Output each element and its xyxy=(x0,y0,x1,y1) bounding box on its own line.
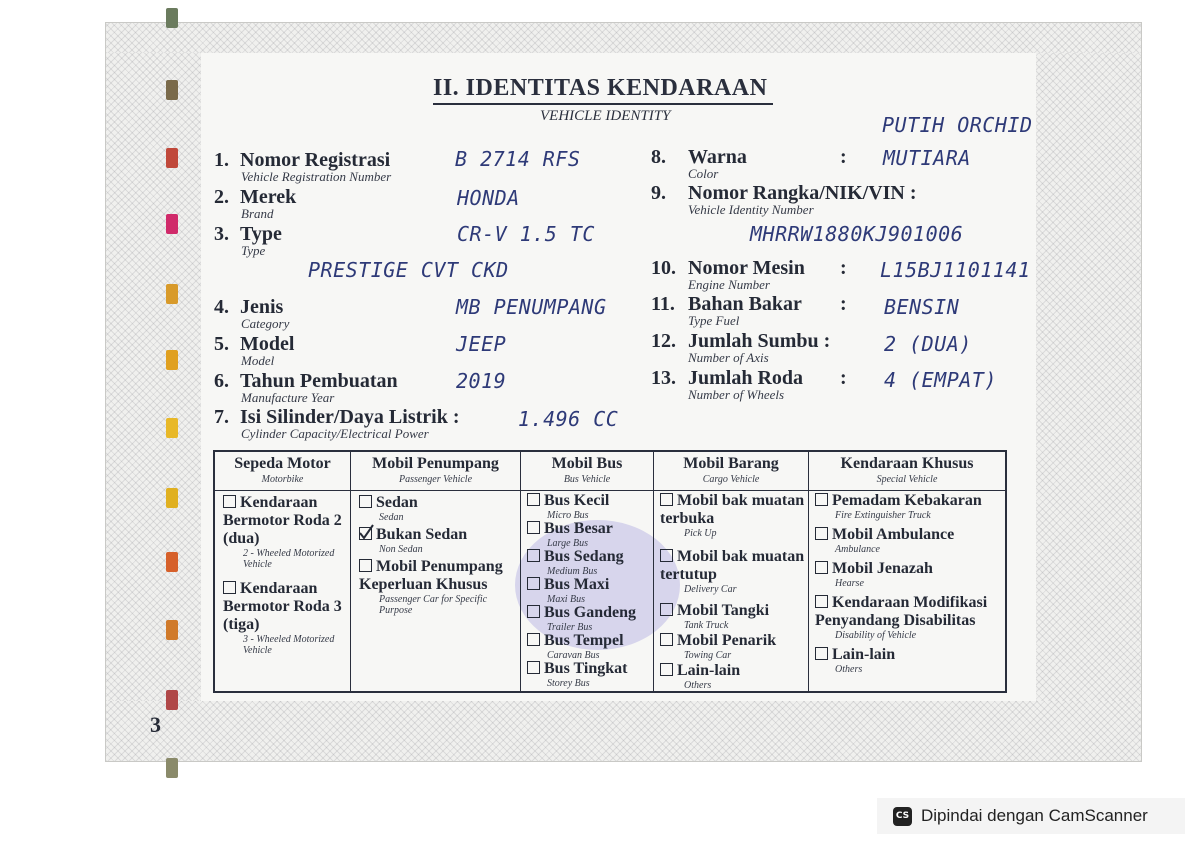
checkbox[interactable] xyxy=(815,561,828,574)
option-sub: Passenger Car for Specific Purpose xyxy=(379,594,488,616)
category-sepeda-motor xyxy=(215,452,350,691)
category-kendaraan-khusus xyxy=(808,452,1005,691)
option-lain-lain-barang[interactable] xyxy=(660,662,807,691)
option-sub: Delivery Car xyxy=(684,584,737,595)
checkbox[interactable] xyxy=(527,661,540,674)
option-label: Kendaraan Bermotor Roda 3 (tiga) xyxy=(223,580,342,633)
field-12-label: Jumlah Sumbu : xyxy=(688,330,831,352)
option-sub: 3 - Wheeled Motorized Vehicle xyxy=(243,634,335,656)
category-mobil-bus xyxy=(520,452,653,691)
option-sub: 2 - Wheeled Motorized Vehicle xyxy=(243,548,335,570)
security-border-right xyxy=(1036,53,1141,701)
checkbox[interactable] xyxy=(660,493,673,506)
checkbox[interactable] xyxy=(527,577,540,590)
checkbox[interactable] xyxy=(223,581,236,594)
option-mobil-tangki[interactable] xyxy=(660,602,807,631)
option-label: Mobil Penarik xyxy=(677,632,777,649)
field-3-en: Type xyxy=(241,243,266,258)
field-11-colon: : xyxy=(840,293,847,315)
page-number: 3 xyxy=(150,712,161,737)
option-label: Bus Tempel xyxy=(544,632,624,649)
camscanner-watermark xyxy=(877,798,1185,834)
field-13-label: Jumlah Roda xyxy=(688,367,804,389)
field-5-value: JEEP xyxy=(456,332,507,356)
field-6-value: 2019 xyxy=(456,369,507,393)
option-label: Bus Gandeng xyxy=(544,604,637,621)
field-12-no: 12. xyxy=(651,330,676,352)
checkmark-icon xyxy=(358,524,374,540)
checkbox[interactable] xyxy=(527,549,540,562)
field-2-value: HONDA xyxy=(457,186,520,210)
field-10-value: L15BJ1101141 xyxy=(880,258,1031,282)
option-sub: Fire Extinguisher Truck xyxy=(835,510,931,521)
category-subtitle: Special Vehicle xyxy=(876,474,938,485)
option-label: Mobil Tangki xyxy=(677,602,770,619)
option-label: Pemadam Kebakaran xyxy=(832,492,982,509)
field-12-en: Number of Axis xyxy=(688,350,769,365)
option-sub: Maxi Bus xyxy=(547,594,586,605)
option-label: Bus Maxi xyxy=(544,576,610,593)
option-label: Mobil Jenazah xyxy=(832,560,933,577)
option-sub: Tank Truck xyxy=(684,620,729,631)
option-modifikasi-disabilitas[interactable] xyxy=(815,594,1005,641)
field-9-en: Vehicle Identity Number xyxy=(688,202,814,217)
field-7-en: Cylinder Capacity/Electrical Power xyxy=(241,426,429,441)
category-title: Mobil Barang xyxy=(683,455,779,472)
field-6-no: 6. xyxy=(214,370,229,392)
field-13-value: 4 (EMPAT) xyxy=(884,368,997,392)
binding-spine xyxy=(166,0,180,790)
security-border-top xyxy=(106,23,1141,53)
option-label: Sedan xyxy=(376,494,418,511)
option-label: Bus Kecil xyxy=(544,492,610,509)
option-label: Bukan Sedan xyxy=(376,526,468,543)
option-label: Mobil bak muatan terbuka xyxy=(660,492,805,527)
field-10-no: 10. xyxy=(651,257,676,279)
field-9-value: MHRRW1880KJ901006 xyxy=(750,222,964,246)
option-sub: Others xyxy=(835,664,863,675)
field-13-en: Number of Wheels xyxy=(688,387,785,402)
field-4-en: Category xyxy=(241,316,290,331)
field-7-no: 7. xyxy=(214,406,229,428)
field-1-no: 1. xyxy=(214,149,229,171)
option-mobil-jenazah[interactable] xyxy=(815,560,1005,589)
checkbox[interactable] xyxy=(527,493,540,506)
option-label: Kendaraan Modifikasi Penyandang Disabilitas xyxy=(815,594,988,629)
field-4-no: 4. xyxy=(214,296,229,318)
option-label: Kendaraan Bermotor Roda 2 (dua) xyxy=(223,494,342,547)
field-8-value: MUTIARA xyxy=(883,146,971,170)
option-sub: Caravan Bus xyxy=(547,650,600,661)
field-8-value-above: PUTIH ORCHID xyxy=(882,113,1033,137)
option-label: Lain-lain xyxy=(677,662,741,679)
checkbox[interactable] xyxy=(815,595,828,608)
option-bus-maxi[interactable] xyxy=(527,576,653,605)
checkbox[interactable] xyxy=(527,521,540,534)
field-10-label: Nomor Mesin xyxy=(688,257,805,279)
field-1-value: B 2714 RFS xyxy=(455,147,581,171)
option-sub: Ambulance xyxy=(835,544,880,555)
field-13-colon: : xyxy=(840,367,847,389)
category-title: Mobil Bus xyxy=(551,455,623,472)
option-sub: Sedan xyxy=(379,512,404,523)
category-mobil-barang xyxy=(653,452,808,691)
field-11-value: BENSIN xyxy=(884,295,960,319)
checkbox[interactable] xyxy=(815,527,828,540)
option-keperluan-khusus[interactable] xyxy=(359,558,519,616)
option-sub: Medium Bus xyxy=(547,566,598,577)
field-3-value: CR-V 1.5 TC xyxy=(457,222,595,246)
field-5-en: Model xyxy=(241,353,275,368)
option-lain-lain-khusus[interactable] xyxy=(815,646,1005,675)
field-1-en: Vehicle Registration Number xyxy=(241,169,392,184)
category-title: Sepeda Motor xyxy=(234,455,331,472)
field-11-en: Type Fuel xyxy=(688,313,740,328)
option-bus-tempel[interactable] xyxy=(527,632,653,661)
option-pemadam-kebakaran[interactable] xyxy=(815,492,1005,521)
field-2-no: 2. xyxy=(214,186,229,208)
field-11-label: Bahan Bakar xyxy=(688,293,802,315)
field-12-value: 2 (DUA) xyxy=(884,332,972,356)
camscanner-logo-icon: CS xyxy=(893,807,912,826)
option-sub: Pick Up xyxy=(684,528,717,539)
option-sub: Towing Car xyxy=(684,650,732,661)
field-13-no: 13. xyxy=(651,367,676,389)
field-3-label: Type xyxy=(240,223,282,245)
title-underline xyxy=(433,103,773,105)
option-label: Mobil Ambulance xyxy=(832,526,955,543)
field-5-no: 5. xyxy=(214,333,229,355)
category-subtitle: Motorbike xyxy=(261,474,304,485)
option-bukan-sedan[interactable] xyxy=(359,526,519,555)
option-bus-gandeng[interactable] xyxy=(527,604,653,633)
option-roda-2[interactable] xyxy=(223,494,348,570)
option-roda-3[interactable] xyxy=(223,580,348,656)
checkbox[interactable] xyxy=(815,493,828,506)
option-label: Mobil bak muatan tertutup xyxy=(660,548,805,583)
field-8-no: 8. xyxy=(651,146,666,168)
option-label: Bus Sedang xyxy=(544,548,624,565)
camscanner-text: Dipindai dengan CamScanner xyxy=(921,806,1148,825)
field-2-en: Brand xyxy=(241,206,274,221)
option-bus-besar[interactable] xyxy=(527,520,653,549)
checkbox[interactable] xyxy=(660,633,673,646)
checkbox[interactable] xyxy=(359,559,372,572)
field-7-value: 1.496 CC xyxy=(518,407,619,431)
field-6-label: Tahun Pembuatan xyxy=(240,370,398,392)
field-3-no: 3. xyxy=(214,223,229,245)
category-title: Mobil Penumpang xyxy=(372,455,499,472)
field-8-label: Warna xyxy=(688,146,747,168)
option-sub: Non Sedan xyxy=(379,544,423,555)
option-bus-kecil[interactable] xyxy=(527,492,653,521)
section-subtitle: VEHICLE IDENTITY xyxy=(540,108,671,124)
checkbox[interactable] xyxy=(660,549,673,562)
option-sub: Trailer Bus xyxy=(547,622,593,633)
field-3-value2: PRESTIGE CVT CKD xyxy=(308,258,509,282)
section-title: II. IDENTITAS KENDARAAN xyxy=(433,75,768,101)
checkbox[interactable] xyxy=(527,633,540,646)
security-border-left xyxy=(106,53,201,701)
option-sub: Storey Bus xyxy=(547,678,590,689)
field-4-value: MB PENUMPANG xyxy=(456,295,607,319)
field-6-en: Manufacture Year xyxy=(241,390,335,405)
option-mobil-ambulance[interactable] xyxy=(815,526,1005,555)
option-bus-sedang[interactable] xyxy=(527,548,653,577)
field-9-label: Nomor Rangka/NIK/VIN : xyxy=(688,182,917,204)
category-subtitle: Cargo Vehicle xyxy=(702,474,760,485)
field-8-colon: : xyxy=(840,146,847,168)
option-label: Bus Tingkat xyxy=(544,660,628,677)
field-2-label: Merek xyxy=(240,186,297,208)
option-bak-tertutup[interactable] xyxy=(660,548,807,595)
checkbox[interactable] xyxy=(223,495,236,508)
option-sub: Others xyxy=(684,680,712,691)
option-sedan[interactable] xyxy=(359,494,519,523)
vehicle-category-table xyxy=(213,450,1007,693)
category-subtitle: Passenger Vehicle xyxy=(398,474,473,485)
checkbox[interactable] xyxy=(359,495,372,508)
field-5-label: Model xyxy=(240,333,295,355)
field-4-label: Jenis xyxy=(240,296,284,318)
checkbox[interactable] xyxy=(527,605,540,618)
option-sub: Hearse xyxy=(835,578,864,589)
security-border-bottom xyxy=(106,701,1141,761)
option-sub: Micro Bus xyxy=(547,510,589,521)
field-11-no: 11. xyxy=(651,293,675,315)
option-bak-terbuka[interactable] xyxy=(660,492,807,539)
checkbox[interactable] xyxy=(660,603,673,616)
category-title: Kendaraan Khusus xyxy=(840,455,974,472)
field-9-no: 9. xyxy=(651,182,666,204)
option-sub: Disability of Vehicle xyxy=(835,630,917,641)
option-label: Bus Besar xyxy=(544,520,613,537)
category-mobil-penumpang xyxy=(350,452,520,691)
checkbox[interactable] xyxy=(660,663,673,676)
field-7-label: Isi Silinder/Daya Listrik : xyxy=(240,406,460,428)
option-mobil-penarik[interactable] xyxy=(660,632,807,661)
checkbox[interactable] xyxy=(815,647,828,660)
option-bus-tingkat[interactable] xyxy=(527,660,653,689)
field-10-colon: : xyxy=(840,257,847,279)
field-8-en: Color xyxy=(688,166,719,181)
field-10-en: Engine Number xyxy=(688,277,770,292)
option-label: Lain-lain xyxy=(832,646,896,663)
field-1-label: Nomor Registrasi xyxy=(240,149,391,171)
checkbox-checked[interactable] xyxy=(359,527,372,540)
option-label: Mobil Penumpang Keperluan Khusus xyxy=(359,558,503,593)
category-subtitle: Bus Vehicle xyxy=(563,474,611,485)
option-sub: Large Bus xyxy=(547,538,589,549)
